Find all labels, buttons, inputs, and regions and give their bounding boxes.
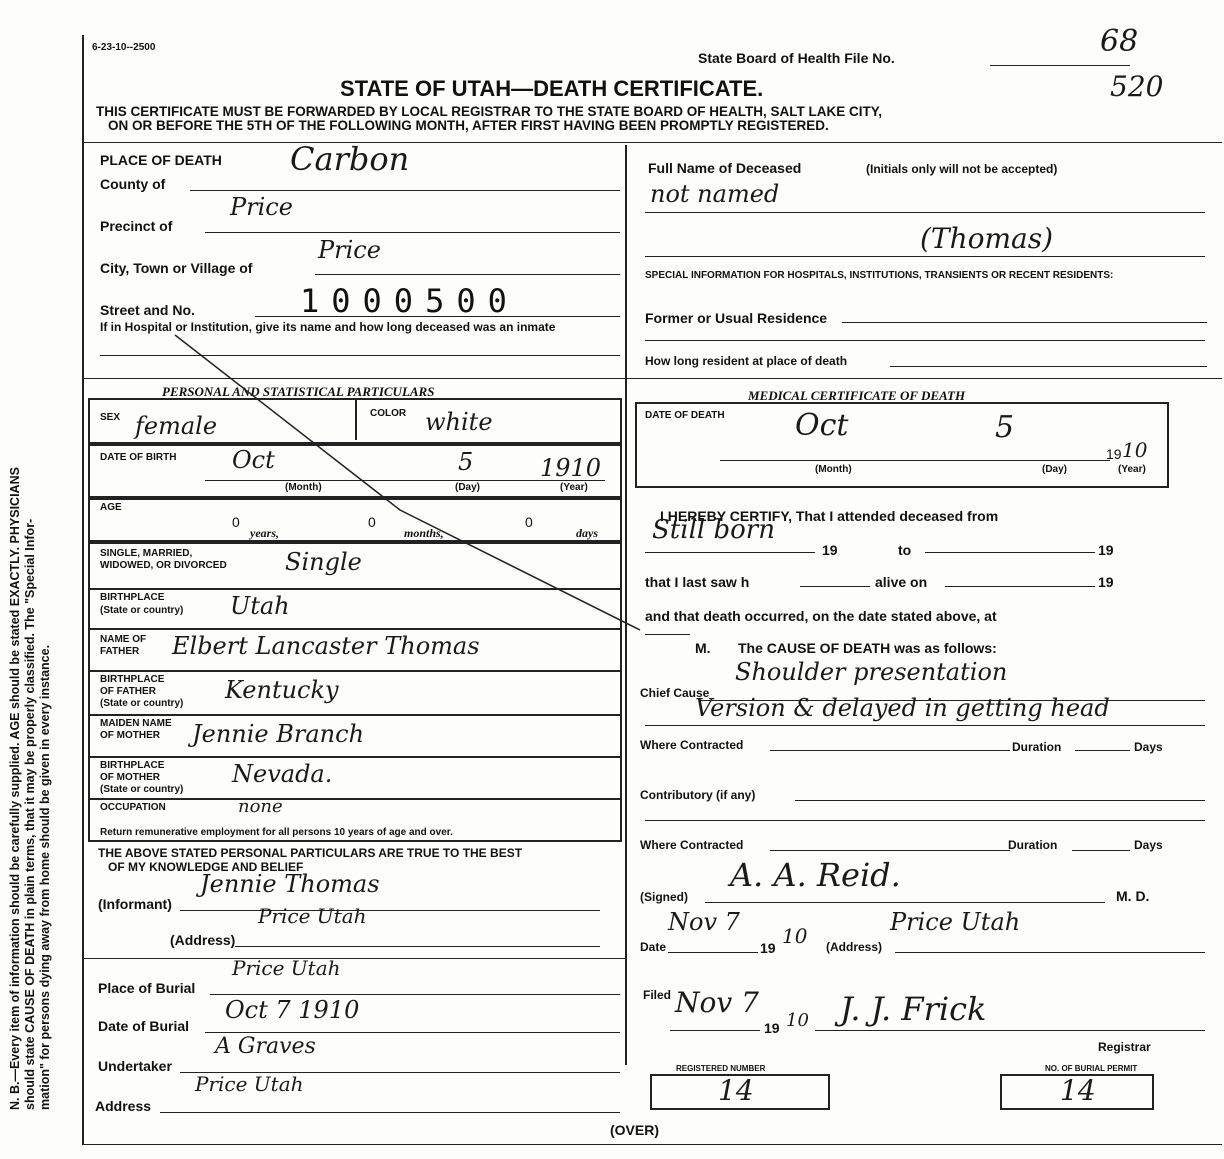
mother-bp-label-2: OF MOTHER [100, 772, 160, 783]
date-label: Date [640, 940, 667, 954]
marital-label-1: SINGLE, MARRIED, [100, 548, 193, 559]
precinct-value-hand: Price [230, 193, 293, 221]
marital-value: Single [285, 548, 362, 576]
alive-year: 19 [1098, 574, 1114, 590]
undertaker-address-value: Price Utah [195, 1072, 304, 1096]
signed-date-month: Nov 7 [668, 908, 740, 936]
mother-value: Jennie Branch [192, 720, 365, 748]
file-no-value-2: 520 [1110, 70, 1164, 103]
signed-date-year: 10 [782, 924, 808, 948]
personal-header: PERSONAL AND STATISTICAL PARTICULARS [162, 384, 435, 399]
sex-value: female [135, 412, 218, 440]
true-line-1: THE ABOVE STATED PERSONAL PARTICULARS ARE TRUE TO THE BEST [98, 846, 523, 860]
occupation-value: none [238, 796, 283, 817]
days-label: Days [1134, 740, 1163, 754]
full-name-value-1: not named [650, 180, 780, 208]
how-long-label: How long resident at place of death [645, 354, 848, 368]
county-label: County of [100, 176, 166, 192]
father-value: Elbert Lancaster Thomas [172, 632, 480, 660]
signed-address-label: (Address) [826, 940, 883, 954]
dob-day-caption: (Day) [455, 482, 481, 493]
birthplace-sub: (State or country) [100, 605, 184, 616]
marital-label-2: WIDOWED, OR DIVORCED [100, 560, 227, 571]
chief-cause-label: Chief Cause [640, 686, 710, 700]
certify-value: Still born [652, 515, 775, 545]
dob-month-caption: (Month) [285, 482, 322, 493]
father-bp-label-1: BIRTHPLACE [100, 674, 165, 685]
place-burial-label: Place of Burial [98, 980, 196, 996]
date-burial-value: Oct 7 1910 [225, 996, 360, 1024]
father-bp-value: Kentucky [225, 676, 339, 704]
dod-day: 5 [995, 410, 1015, 445]
burial-permit-value: 14 [1060, 1074, 1096, 1107]
precinct-label: Precinct of [100, 218, 173, 234]
true-line-2: OF MY KNOWLEDGE AND BELIEF [108, 860, 304, 874]
cause-label: The CAUSE OF DEATH was as follows: [738, 640, 997, 656]
alive-on-label: alive on [875, 574, 928, 590]
mother-bp-label-1: BIRTHPLACE [100, 760, 165, 771]
mother-bp-value: Nevada. [232, 760, 333, 788]
sex-label: SEX [100, 412, 121, 423]
reg-number-value: 14 [718, 1074, 754, 1107]
filed-month: Nov 7 [675, 986, 759, 1019]
mother-label-1: MAIDEN NAME [100, 718, 172, 729]
dob-day: 5 [458, 448, 474, 476]
occupation-label: OCCUPATION [100, 802, 166, 813]
instruction-line-2: ON OR BEFORE THE 5TH OF THE FOLLOWING MONTH, AFTER FIRST HAVING BEEN PROMPTLY REGISTERED. [108, 118, 829, 133]
filed-year: 10 [786, 1010, 809, 1031]
contributory-label: Contributory (if any) [640, 788, 756, 802]
special-info: SPECIAL INFORMATION FOR HOSPITALS, INSTITUTIONS, TRANSIENTS OR RECENT RESIDENTS: [645, 270, 1114, 281]
death-occurred: and that death occurred, on the date stated above, at [645, 608, 997, 624]
dob-year: 1910 [540, 454, 602, 482]
burial-place-value: Price Utah [232, 956, 341, 980]
registrar-label: Registrar [1098, 1040, 1151, 1054]
file-no-value: 68 [1100, 24, 1139, 59]
precinct-value: Price [318, 236, 381, 264]
burial-permit-label: NO. OF BURIAL PERMIT [1045, 1064, 1138, 1073]
last-saw-label: that I last saw h [645, 574, 750, 590]
undertaker-label: Undertaker [98, 1058, 172, 1074]
color-label: COLOR [370, 408, 407, 419]
signed-label: (Signed) [640, 890, 688, 904]
street-value: 1000500 [300, 282, 519, 320]
medical-header: MEDICAL CERTIFICATE OF DEATH [748, 388, 966, 403]
mother-bp-label-3: (State or country) [100, 784, 184, 795]
undertaker-address-label: Address [95, 1098, 152, 1114]
father-label-2: FATHER [100, 646, 140, 657]
return-note: Return remunerative employment for all persons 10 years of age and over. [100, 827, 453, 838]
dod-year-caption: (Year) [1118, 464, 1146, 475]
duration-label: Duration [1012, 740, 1062, 754]
birthplace-label: BIRTHPLACE [100, 592, 165, 603]
full-name-note: (Initials only will not be accepted) [866, 162, 1058, 176]
dod-month: Oct [795, 408, 849, 443]
street-label: Street and No. [100, 302, 195, 318]
dob-label: DATE OF BIRTH [100, 452, 177, 463]
signed-year-prefix: 19 [760, 940, 776, 956]
dod-label: DATE OF DEATH [645, 410, 725, 421]
cause-value-2: Version & delayed in getting head [695, 694, 1110, 722]
days-caption: days [576, 526, 598, 540]
form-code: 6-23-10--2500 [92, 42, 156, 53]
father-bp-label-2: OF FATHER [100, 686, 156, 697]
page-title: STATE OF UTAH—DEATH CERTIFICATE. [340, 76, 764, 101]
pen-stroke [170, 330, 650, 640]
city-label: City, Town or Village of [100, 260, 253, 276]
birthplace-value: Utah [230, 592, 290, 620]
informant-address-label: (Address) [170, 932, 236, 948]
full-name-value-2: (Thomas) [920, 222, 1054, 255]
filed-label: Filed [643, 988, 672, 1002]
dod-year-prefix: 19 [1106, 446, 1122, 462]
informant-address-value: Price Utah [258, 904, 367, 928]
md-label: M. D. [1116, 888, 1150, 904]
dod-day-caption: (Day) [1042, 464, 1068, 475]
place-of-death-label: PLACE OF DEATH [100, 152, 222, 168]
age-label: AGE [100, 502, 122, 513]
instruction-line-1: THIS CERTIFICATE MUST BE FORWARDED BY LOCAL REGISTRAR TO THE STATE BOARD OF HEALTH, SALT LAKE CITY, [96, 104, 883, 119]
former-residence-label: Former or Usual Residence [645, 310, 828, 326]
signed-address-value: Price Utah [890, 908, 1021, 936]
years-caption: years, [250, 526, 279, 540]
mother-label-2: OF MOTHER [100, 730, 160, 741]
hospital-label: If in Hospital or Institution, give its name and how long deceased was an inmate [100, 320, 556, 334]
informant-value: Jennie Thomas [200, 870, 380, 898]
full-name-label: Full Name of Deceased [648, 160, 802, 176]
to-label: to [898, 542, 912, 558]
dod-month-caption: (Month) [815, 464, 852, 475]
certify-from-year: 19 [822, 542, 838, 558]
reg-number-label: REGISTERED NUMBER [676, 1064, 766, 1073]
dob-month: Oct [232, 446, 275, 474]
filed-year-prefix: 19 [764, 1020, 780, 1036]
duration-label-2: Duration [1008, 838, 1058, 852]
undertaker-value: A Graves [215, 1034, 316, 1059]
side-note: N. B.—Every item of information should be carefully supplied. AGE should be stated EXACTLY. PHYSICIANS should state CAUSE OF DEATH in plain terms, that it may be properly classified. The "Special Infor- mation" for persons dying away from home should be given in every instance. [8, 467, 52, 1110]
physician-signature: A. A. Reid. [730, 856, 901, 894]
registrar-signature: J. J. Frick [840, 990, 987, 1028]
days-label-2: Days [1134, 838, 1163, 852]
father-bp-label-3: (State or country) [100, 698, 184, 709]
m-label: M. [695, 640, 711, 656]
dod-year: 10 [1122, 438, 1148, 462]
informant-label: (Informant) [98, 896, 172, 912]
father-label-1: NAME OF [100, 634, 147, 645]
where-contracted-label: Where Contracted [640, 738, 744, 752]
color-value: white [425, 408, 493, 436]
over-label: (OVER) [610, 1122, 659, 1138]
dob-year-caption: (Year) [560, 482, 588, 493]
county-value: Carbon [290, 140, 410, 178]
age-days: 0 [525, 514, 533, 530]
certify-to-year: 19 [1098, 542, 1114, 558]
age-years: 0 [232, 514, 240, 530]
cause-value-1: Shoulder presentation [735, 658, 1008, 686]
where-contracted-label-2: Where Contracted [640, 838, 744, 852]
date-burial-label: Date of Burial [98, 1018, 190, 1034]
months-caption: months, [404, 526, 444, 540]
certify-text: I HEREBY CERTIFY, That I attended deceased from [660, 508, 999, 524]
age-months: 0 [368, 514, 376, 530]
file-no-label: State Board of Health File No. [698, 50, 895, 66]
